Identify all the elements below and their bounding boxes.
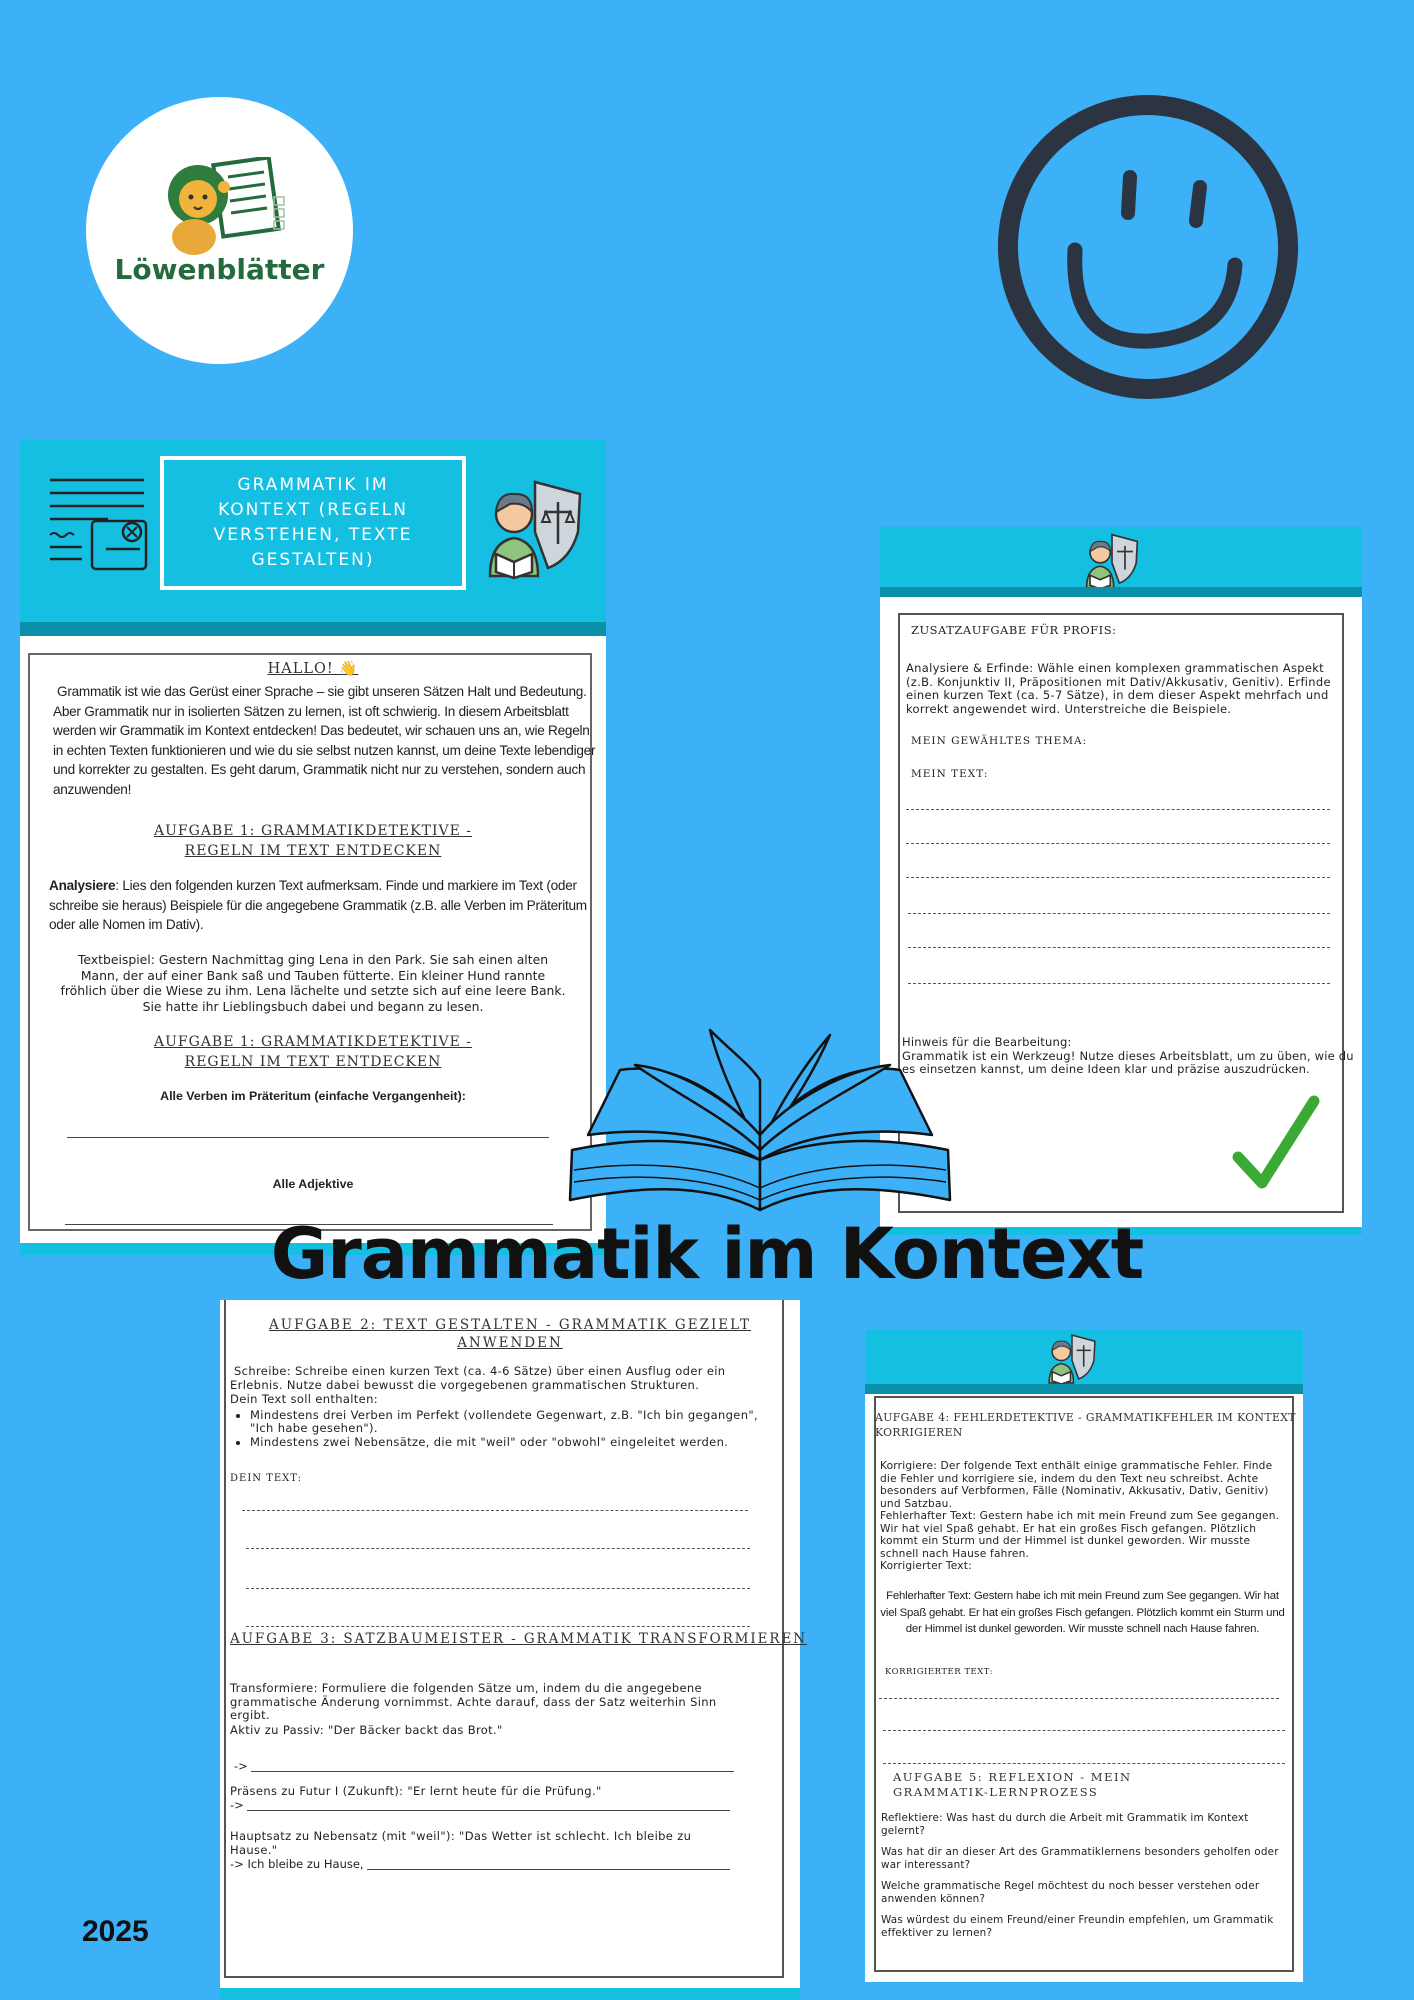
document-icon (48, 475, 168, 575)
reflection-q2: Was hat dir an dieser Art des Grammatiklernens besonders geholfen oder war interessant? (881, 1846, 1279, 1871)
task2-line-3[interactable] (246, 1587, 750, 1589)
text-label: MEIN TEXT: (911, 768, 989, 780)
writing-line-1[interactable] (906, 808, 1330, 810)
arrow-2: -> (230, 1798, 248, 1812)
greeting: HALLO! 👋 (267, 661, 359, 677)
reflection-q1: Reflektiere: Was hast du durch die Arbeit mit Grammatik im Kontext gelernt? (881, 1812, 1249, 1837)
task1b-heading-line2: REGELN IM TEXT ENTDECKEN (184, 1054, 442, 1070)
correction-line-3[interactable] (883, 1762, 1285, 1764)
present-future-prompt: Präsens zu Futur I (Zukunft): "Er lernt heute für die Prüfung." (230, 1784, 602, 1798)
brand-logo (86, 97, 353, 364)
worksheet-page-3 (220, 1300, 807, 2000)
task2-requirements (230, 1393, 782, 1449)
your-text-label: DEIN TEXT: (230, 1473, 302, 1484)
sheet2-band (880, 587, 1362, 597)
task2-intro: Schreibe: Schreibe einen kurzen Text (ca. 4-6 Sätze) über einen Ausflug oder ein Erlebnis. Nutze dabei bewusst die vorgegebenen grammatischen Strukturen. (230, 1364, 726, 1392)
writing-line-4[interactable] (908, 912, 1330, 914)
analyse-text: : Lies den folgenden kurzen Text aufmerksam. Finde und markiere im Text (oder schreibe sie heraus) Beispiele für die angegebene Grammatik (z.B. alle Verben im Präteritum oder alle Nomen im Dativ). (49, 878, 587, 932)
task2-line-4[interactable] (246, 1625, 750, 1627)
smiley-face-icon (990, 95, 1310, 405)
faulty-text: Fehlerhafter Text: Gestern habe ich mit mein Freund zum See gegangen. Wir hat viel Spaß gehabt. Er hat ein großes Fisch gefangen. Plötzlich kommt ein Sturm und der Himmel ist dunkel geworden. Wir musste schnell nach Hause fahren. (880, 1510, 1280, 1560)
student-reading-icon (480, 472, 590, 582)
requirements-list (230, 1409, 782, 1450)
verbs-answer-line[interactable] (67, 1136, 549, 1138)
adjectives-label: Alle Adjektive (272, 1177, 354, 1191)
intro-text: Grammatik ist wie das Gerüst einer Sprache – sie gibt unseren Sätzen Halt und Bedeutung. Aber Grammatik nur in isolierten Sätzen zu lernen, ist oft schwierig. In diesem Arbeitsblatt werden wir Grammatik im Kontext entdecken! Das bedeutet, wir schauen uns an, wie Regeln in echten Texten funktionieren und wie du sie selbst nutzen kannst, um deine Texte lebendiger und korrekter zu gestalten. Es geht darum, Grammatik nicht nur zu verstehen, sondern auch anzuwenden! (53, 684, 596, 797)
answer-line-3[interactable] (367, 1868, 730, 1870)
reflection-q4: Was würdest du einem Freund/einer Freundin empfehlen, um Grammatik effektiver zu lernen? (881, 1914, 1274, 1939)
answer-row-2 (230, 1799, 730, 1813)
analyse-instruction (49, 876, 599, 935)
arrow-1: -> (234, 1759, 252, 1773)
task1-heading-line2: REGELN IM TEXT ENTDECKEN (184, 843, 442, 859)
task2-requirements-label: Dein Text soll enthalten: (230, 1392, 378, 1406)
analyse-label: Analysiere (49, 878, 116, 893)
task3-intro: Transformiere: Formuliere die folgenden Sätze um, indem du die angegebene grammatische Änderung vornimmst. Achte darauf, dass der Satz weiterhin Sinn ergibt. (230, 1681, 717, 1722)
checkmark-icon (1230, 1095, 1320, 1195)
writing-line-2[interactable] (906, 842, 1330, 844)
requirement-subclauses: • Mindestens zwei Nebensätze, die mit "weil" oder "obwohl" eingeleitet werden. (250, 1436, 782, 1450)
brand-name: Löwenblätter (114, 253, 325, 286)
answer-row-3 (230, 1858, 730, 1872)
sheet-header (20, 440, 606, 622)
example-text: Textbeispiel: Gestern Nachmittag ging Lena in den Park. Sie sah einen alten Mann, der auf einer Bank saß und Tauben fütterte. Ein kleiner Hund rannte fröhlich über die Wiese zu ihm. Lena lächelte und setzte sich auf eine leere Bank. Sie hatte ihr Lieblingsbuch dabei und begann zu lesen. (60, 952, 566, 1014)
task1-heading-line1: AUFGABE 1: GRAMMATIKDETEKTIVE - (154, 823, 472, 839)
arrow-3: -> Ich bleibe zu Hause, (230, 1857, 368, 1871)
hint-title: Hinweis für die Bearbeitung: (902, 1035, 1072, 1049)
worksheet-page-4 (865, 1330, 1303, 1982)
task4-heading: AUFGABE 4: FEHLERDETEKTIVE - GRAMMATIKFEHLER IM KONTEXT KORRIGIEREN (875, 1411, 1296, 1439)
sheet-band (20, 622, 606, 636)
correction-line-2[interactable] (883, 1729, 1285, 1731)
reflection-q3: Welche grammatische Regel möchtest du noch besser verstehen oder anwenden können? (881, 1880, 1260, 1905)
faulty-text-centered: Fehlerhafter Text: Gestern habe ich mit mein Freund zum See gegangen. Wir hat viel Spaß gehabt. Er hat ein großes Fisch gefangen. Plötzlich kommt ein Sturm und der Himmel ist dunkel geworden. Wir musste schnell nach Hause fahren. (880, 1590, 1285, 1635)
sheet2-header (880, 527, 1362, 587)
sheet3-footer-band (220, 1988, 800, 2000)
student-reading-icon (1040, 1330, 1104, 1386)
open-book-icon (560, 1010, 960, 1220)
writing-line-5[interactable] (908, 946, 1330, 948)
task4-body (880, 1460, 1285, 1573)
task5-heading: AUFGABE 5: REFLEXION - MEIN GRAMMATIK-LERNPROZESS (893, 1770, 1132, 1799)
task2-heading: AUFGABE 2: TEXT GESTALTEN - GRAMMATIK GEZIELT ANWENDEN (268, 1317, 751, 1351)
main-sub-prompt: Hauptsatz zu Nebensatz (mit "weil"): "Das Wetter ist schlecht. Ich bleibe zu Hause." (230, 1829, 692, 1857)
answer-line-1[interactable] (251, 1770, 734, 1772)
corrected-label: KORRIGIERTER TEXT: (885, 1667, 993, 1677)
task4-intro: Korrigiere: Der folgende Text enthält einige grammatische Fehler. Finde die Fehler und korrigiere sie, indem du den Text neu schreibst. Achte besonders auf Verbformen, Fälle (Nominativ, Akkusativ, Dativ, Genitiv) und Satzbau. (880, 1460, 1273, 1510)
answer-row-1 (234, 1760, 734, 1774)
theme-label: MEIN GEWÄHLTES THEMA: (911, 735, 1088, 747)
writing-line-3[interactable] (906, 876, 1330, 878)
worksheet-page-1 (20, 440, 606, 1255)
task1b-heading-line1: AUFGABE 1: GRAMMATIKDETEKTIVE - (154, 1034, 472, 1050)
verbs-label: Alle Verben im Präteritum (einfache Vergangenheit): (160, 1089, 466, 1103)
lion-with-worksheet-icon (146, 157, 296, 257)
corrected-label-inline: Korrigierter Text: (880, 1560, 972, 1572)
answer-line-2[interactable] (247, 1809, 730, 1811)
bonus-heading: ZUSATZAUFGABE FÜR PROFIS: (911, 623, 1117, 637)
main-title: Grammatik im Kontext (270, 1213, 1144, 1295)
task1-heading-repeat (20, 1032, 606, 1072)
bonus-task: Analysiere & Erfinde: Wähle einen komplexen grammatischen Aspekt (z.B. Konjunktiv II, Präpositionen mit Dativ/Akkusativ, Genitiv). Erfinde einen kurzen Text (ca. 5-7 Sätze), in dem dieser Aspekt mehrfach und korrekt angewendet wird. Unterstreiche die Beispiele. (906, 661, 1331, 716)
sheet4-band (865, 1384, 1303, 1394)
sheet-title: GRAMMATIK IM KONTEXT (REGELN VERSTEHEN, TEXTE GESTALTEN) (160, 456, 466, 590)
sheet4-header (865, 1330, 1303, 1384)
correction-line-1[interactable] (879, 1697, 1279, 1699)
reflection-questions (881, 1812, 1281, 1939)
requirement-perfect: • Mindestens drei Verben im Perfekt (vollendete Gegenwart, z.B. "Ich bin gegangen", "Ich habe gesehen"). (250, 1409, 782, 1436)
student-reading-icon (1075, 529, 1149, 591)
hint-box (902, 1036, 1357, 1077)
task3-heading: AUFGABE 3: SATZBAUMEISTER - GRAMMATIK TRANSFORMIEREN (230, 1631, 807, 1647)
hint-text: Grammatik ist ein Werkzeug! Nutze dieses Arbeitsblatt, um zu üben, wie du es einsetzen kannst, um deine Ideen klar und präzise auszudrücken. (902, 1048, 1354, 1076)
writing-line-6[interactable] (908, 982, 1330, 984)
year-label: 2025 (82, 1915, 149, 1948)
task1-heading (20, 821, 606, 861)
task2-line-1[interactable] (242, 1509, 748, 1511)
active-passive-prompt: Aktiv zu Passiv: "Der Bäcker backt das Brot." (230, 1723, 503, 1737)
task2-line-2[interactable] (246, 1547, 750, 1549)
